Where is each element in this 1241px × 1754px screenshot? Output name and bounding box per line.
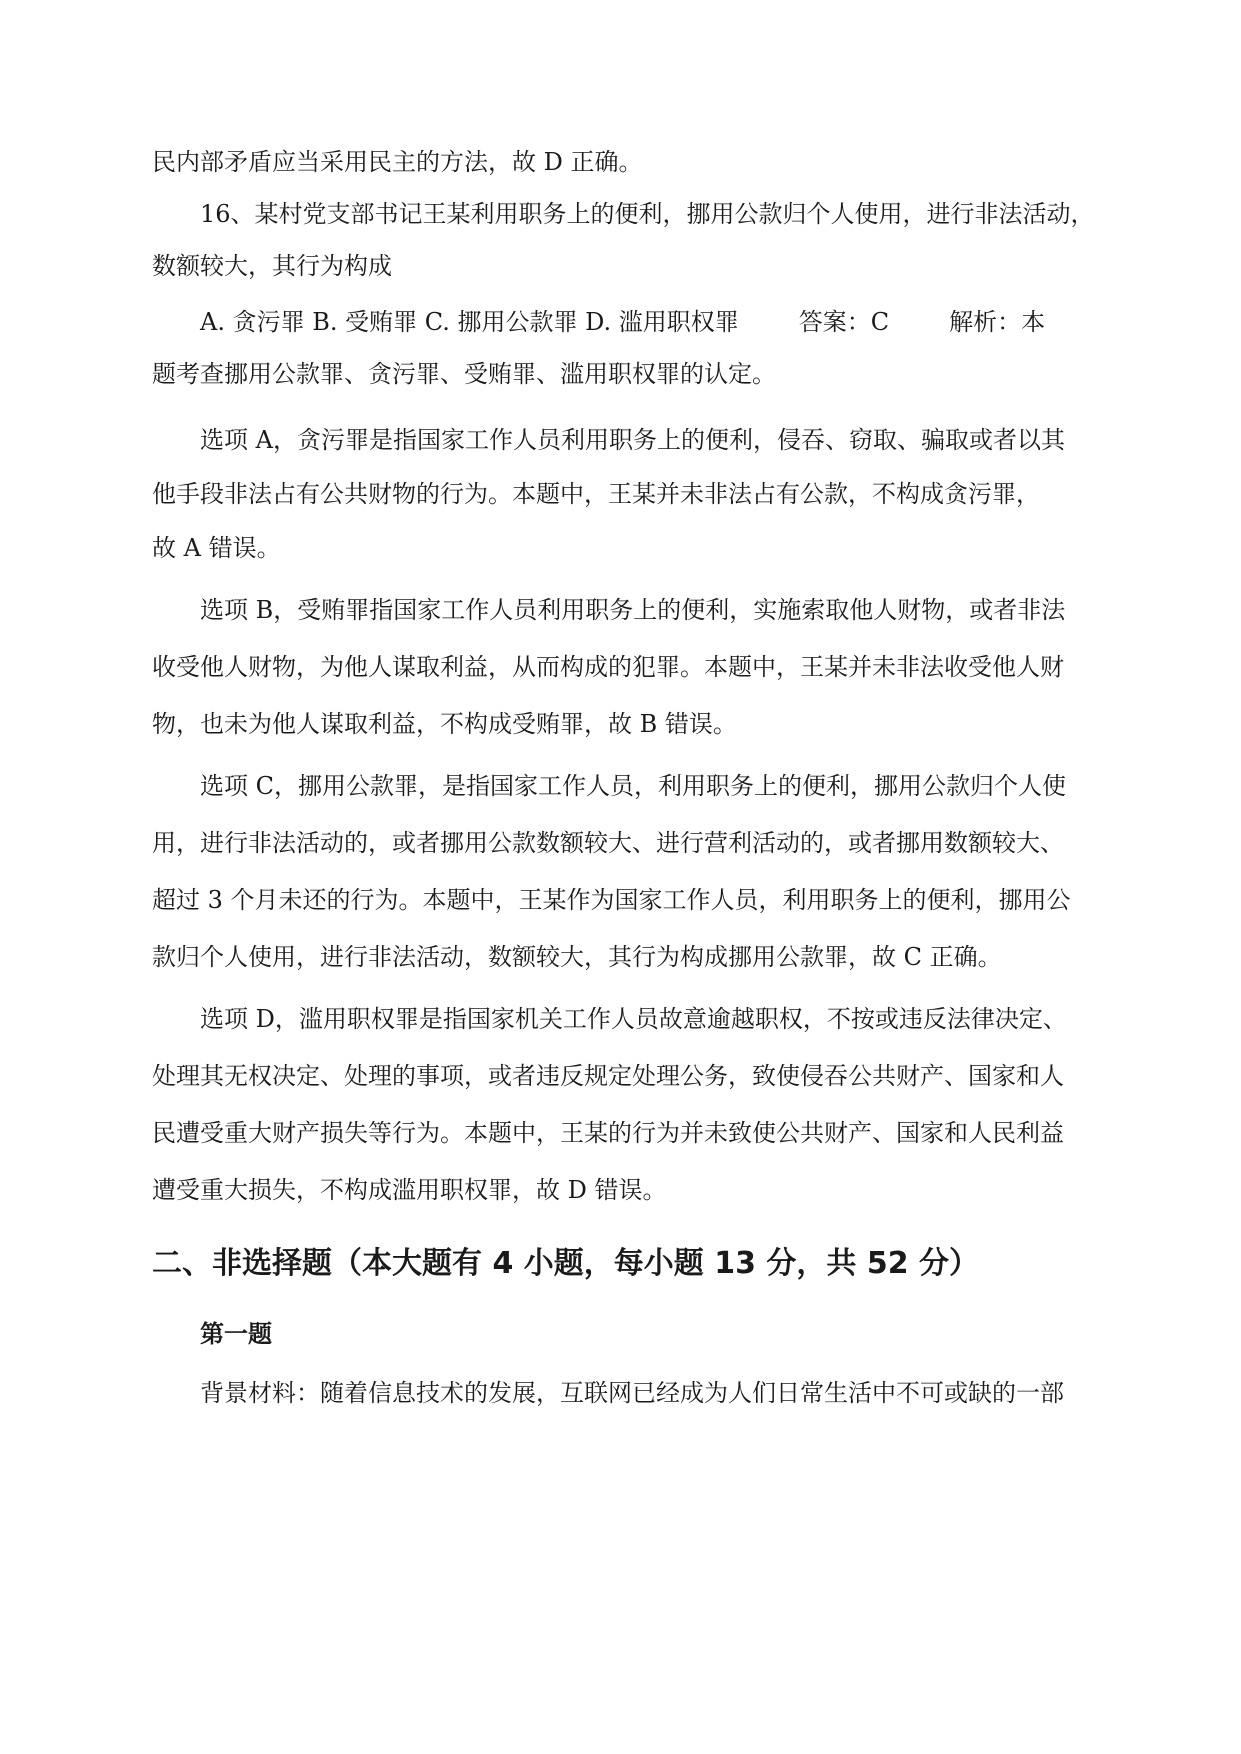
option-d-analysis-line: 遭受重大损失，不构成滥用职权罪，故 D 错误。 [152,1176,667,1204]
option-c-analysis-line: 选项 C，挪用公款罪，是指国家工作人员，利用职务上的便利，挪用公款归个人使 [200,772,1066,800]
options-answer-row [200,306,1045,338]
option-d-analysis-line: 处理其无权决定、处理的事项，或者违反规定处理公务，致使侵吞公共财产、国家和人 [152,1062,1064,1090]
analysis-label: 解析：本 [949,308,1046,336]
paragraph-line: 民内部矛盾应当采用民主的方法，故 D 正确。 [152,148,643,176]
answer-label: 答案：C [798,308,890,336]
option-b-analysis-line: 收受他人财物，为他人谋取利益，从而构成的犯罪。本题中，王某并未非法收受他人财 [152,653,1064,681]
option-d-analysis-line: 民遭受重大财产损失等行为。本题中，王某的行为并未致使公共财产、国家和人民利益 [152,1119,1064,1147]
question-subheading: 第一题 [200,1320,272,1348]
question-16-line: 数额较大，其行为构成 [152,252,392,280]
option-c-analysis-line: 超过 3 个月未还的行为。本题中，王某作为国家工作人员，利用职务上的便利，挪用公 [152,886,1071,914]
analysis-line: 题考查挪用公款罪、贪污罪、受贿罪、滥用职权罪的认定。 [152,360,776,388]
question-options: A. 贪污罪 B. 受贿罪 C. 挪用公款罪 D. 滥用职权罪 [200,308,739,336]
option-c-analysis-line: 用，进行非法活动的，或者挪用公款数额较大、进行营利活动的，或者挪用数额较大、 [152,829,1064,857]
background-material-line: 背景材料：随着信息技术的发展，互联网已经成为人们日常生活中不可或缺的一部 [200,1379,1064,1407]
option-a-analysis-line: 故 A 错误。 [152,534,281,562]
section-heading: 二、非选择题（本大题有 4 小题，每小题 13 分，共 52 分） [152,1246,980,1281]
option-b-analysis-line: 物，也未为他人谋取利益，不构成受贿罪，故 B 错误。 [152,710,737,738]
option-a-analysis-line: 选项 A，贪污罪是指国家工作人员利用职务上的便利，侵吞、窃取、骗取或者以其 [200,426,1065,454]
option-c-analysis-line: 款归个人使用，进行非法活动，数额较大，其行为构成挪用公款罪，故 C 正确。 [152,943,1002,971]
option-b-analysis-line: 选项 B，受贿罪指国家工作人员利用职务上的便利，实施索取他人财物，或者非法 [200,596,1066,624]
option-a-analysis-line: 他手段非法占有公共财物的行为。本题中，王某并未非法占有公款，不构成贪污罪， [152,480,1040,508]
option-d-analysis-line: 选项 D，滥用职权罪是指国家机关工作人员故意逾越职权，不按或违反法律决定、 [200,1005,1067,1033]
question-16-line: 16、某村党支部书记王某利用职务上的便利，挪用公款归个人使用，进行非法活动， [200,200,1095,228]
